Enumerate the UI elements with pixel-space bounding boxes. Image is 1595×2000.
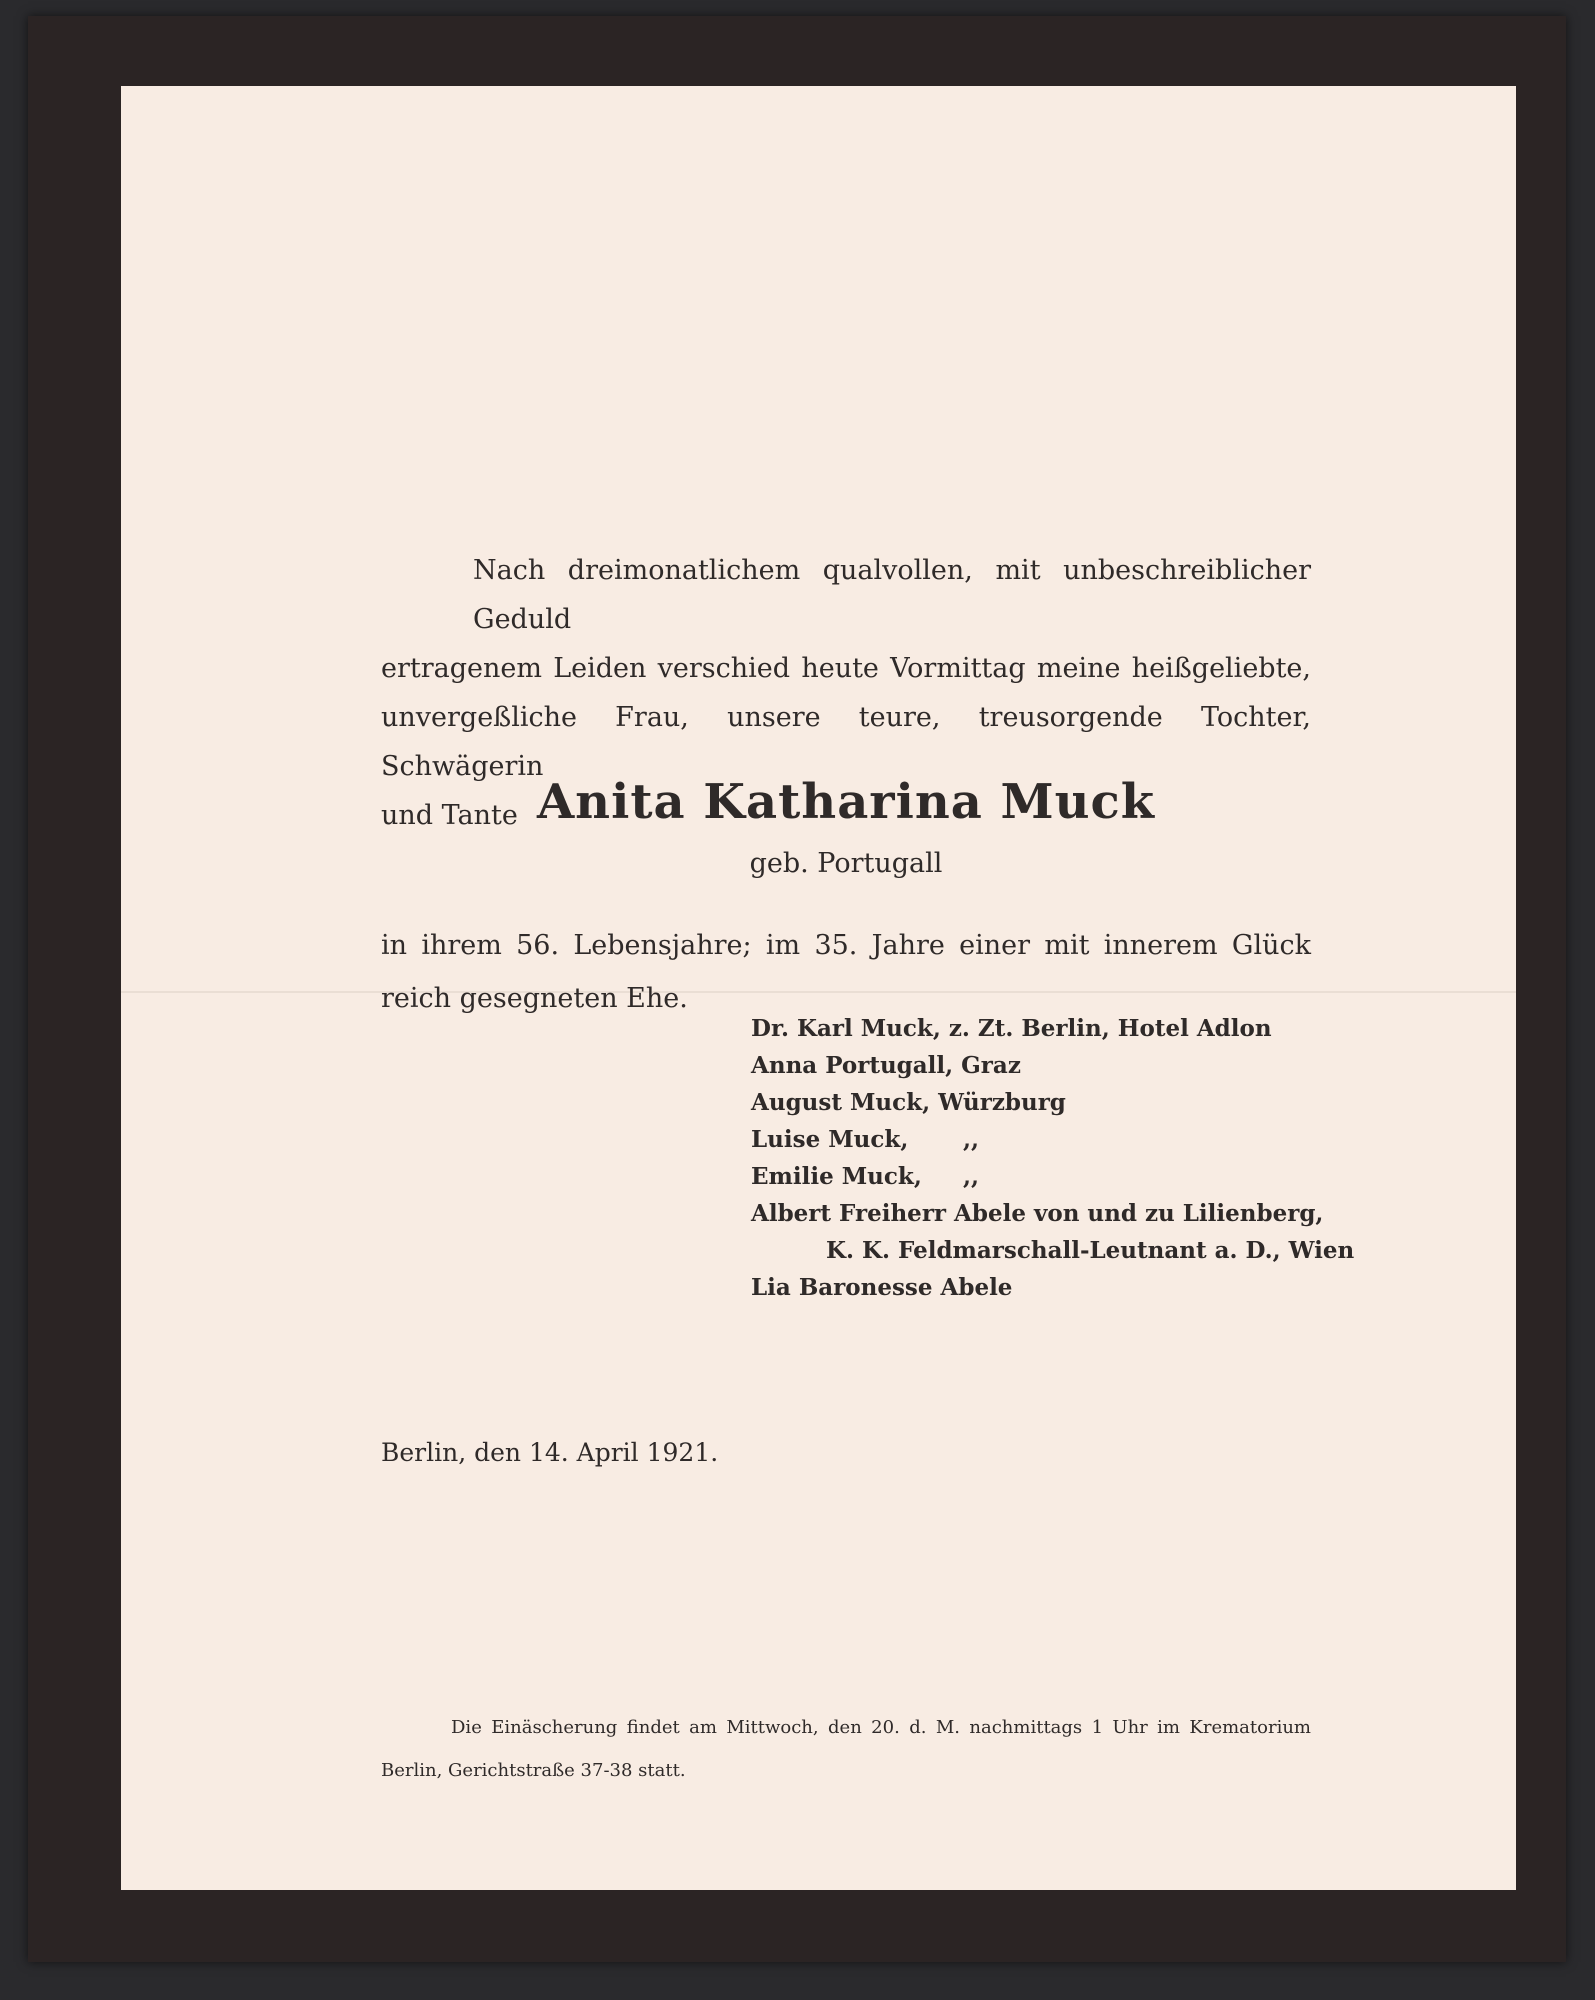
deceased-name: Anita Katharina Muck [536, 774, 1156, 830]
paragraph-line: Nach dreimonatlichem qualvollen, mit unbeschreiblicher Geduld [473, 555, 1311, 635]
mourner-entry-row [751, 1158, 1351, 1195]
age-line: in ihrem 56. Lebensjahre; im 35. Jahre einer mit innerem Glück [381, 930, 1311, 961]
place-date: Berlin, den 14. April 1921. [381, 1438, 719, 1467]
mourner-entry: Dr. Karl Muck, z. Zt. Berlin, Hotel Adlon [751, 1015, 1272, 1042]
paragraph-line: unvergeßliche Frau, unsere teure, treusorgende Tochter, Schwägerin [381, 702, 1311, 782]
paper-sheet [121, 86, 1516, 1890]
ditto-mark: ,, [963, 1126, 980, 1153]
cremation-line: Berlin, Gerichtstraße 37-38 statt. [381, 1760, 686, 1781]
mourner-entry: Luise Muck, [751, 1126, 909, 1153]
mourner-entry: Anna Portugall, Graz [751, 1052, 1021, 1079]
mourner-entry-title: K. K. Feldmarschall-Leutnant a. D., Wien [826, 1237, 1355, 1264]
mourning-card [28, 16, 1566, 1962]
mourner-entry: Lia Baronesse Abele [751, 1274, 1013, 1301]
age-line: reich gesegneten Ehe. [381, 983, 688, 1014]
mourner-entry-row [751, 1121, 1351, 1158]
maiden-name: geb. Portugall [749, 848, 943, 879]
ditto-mark: ,, [963, 1163, 980, 1190]
mourners-list [751, 1010, 1355, 1306]
paragraph-line: und Tante [381, 800, 518, 831]
mourner-entry: August Muck, Würzburg [751, 1089, 1066, 1116]
mourner-entry: Emilie Muck, [751, 1163, 922, 1190]
cremation-line: Die Einäscherung findet am Mittwoch, den 20. d. M. nachmittags 1 Uhr im Krematorium [451, 1717, 1311, 1738]
mourner-entry: Albert Freiherr Abele von und zu Lilienberg, [751, 1200, 1324, 1227]
cremation-notice [381, 1706, 1311, 1792]
paragraph-line: ertragenem Leiden verschied heute Vormittag meine heißgeliebte, [381, 653, 1311, 684]
